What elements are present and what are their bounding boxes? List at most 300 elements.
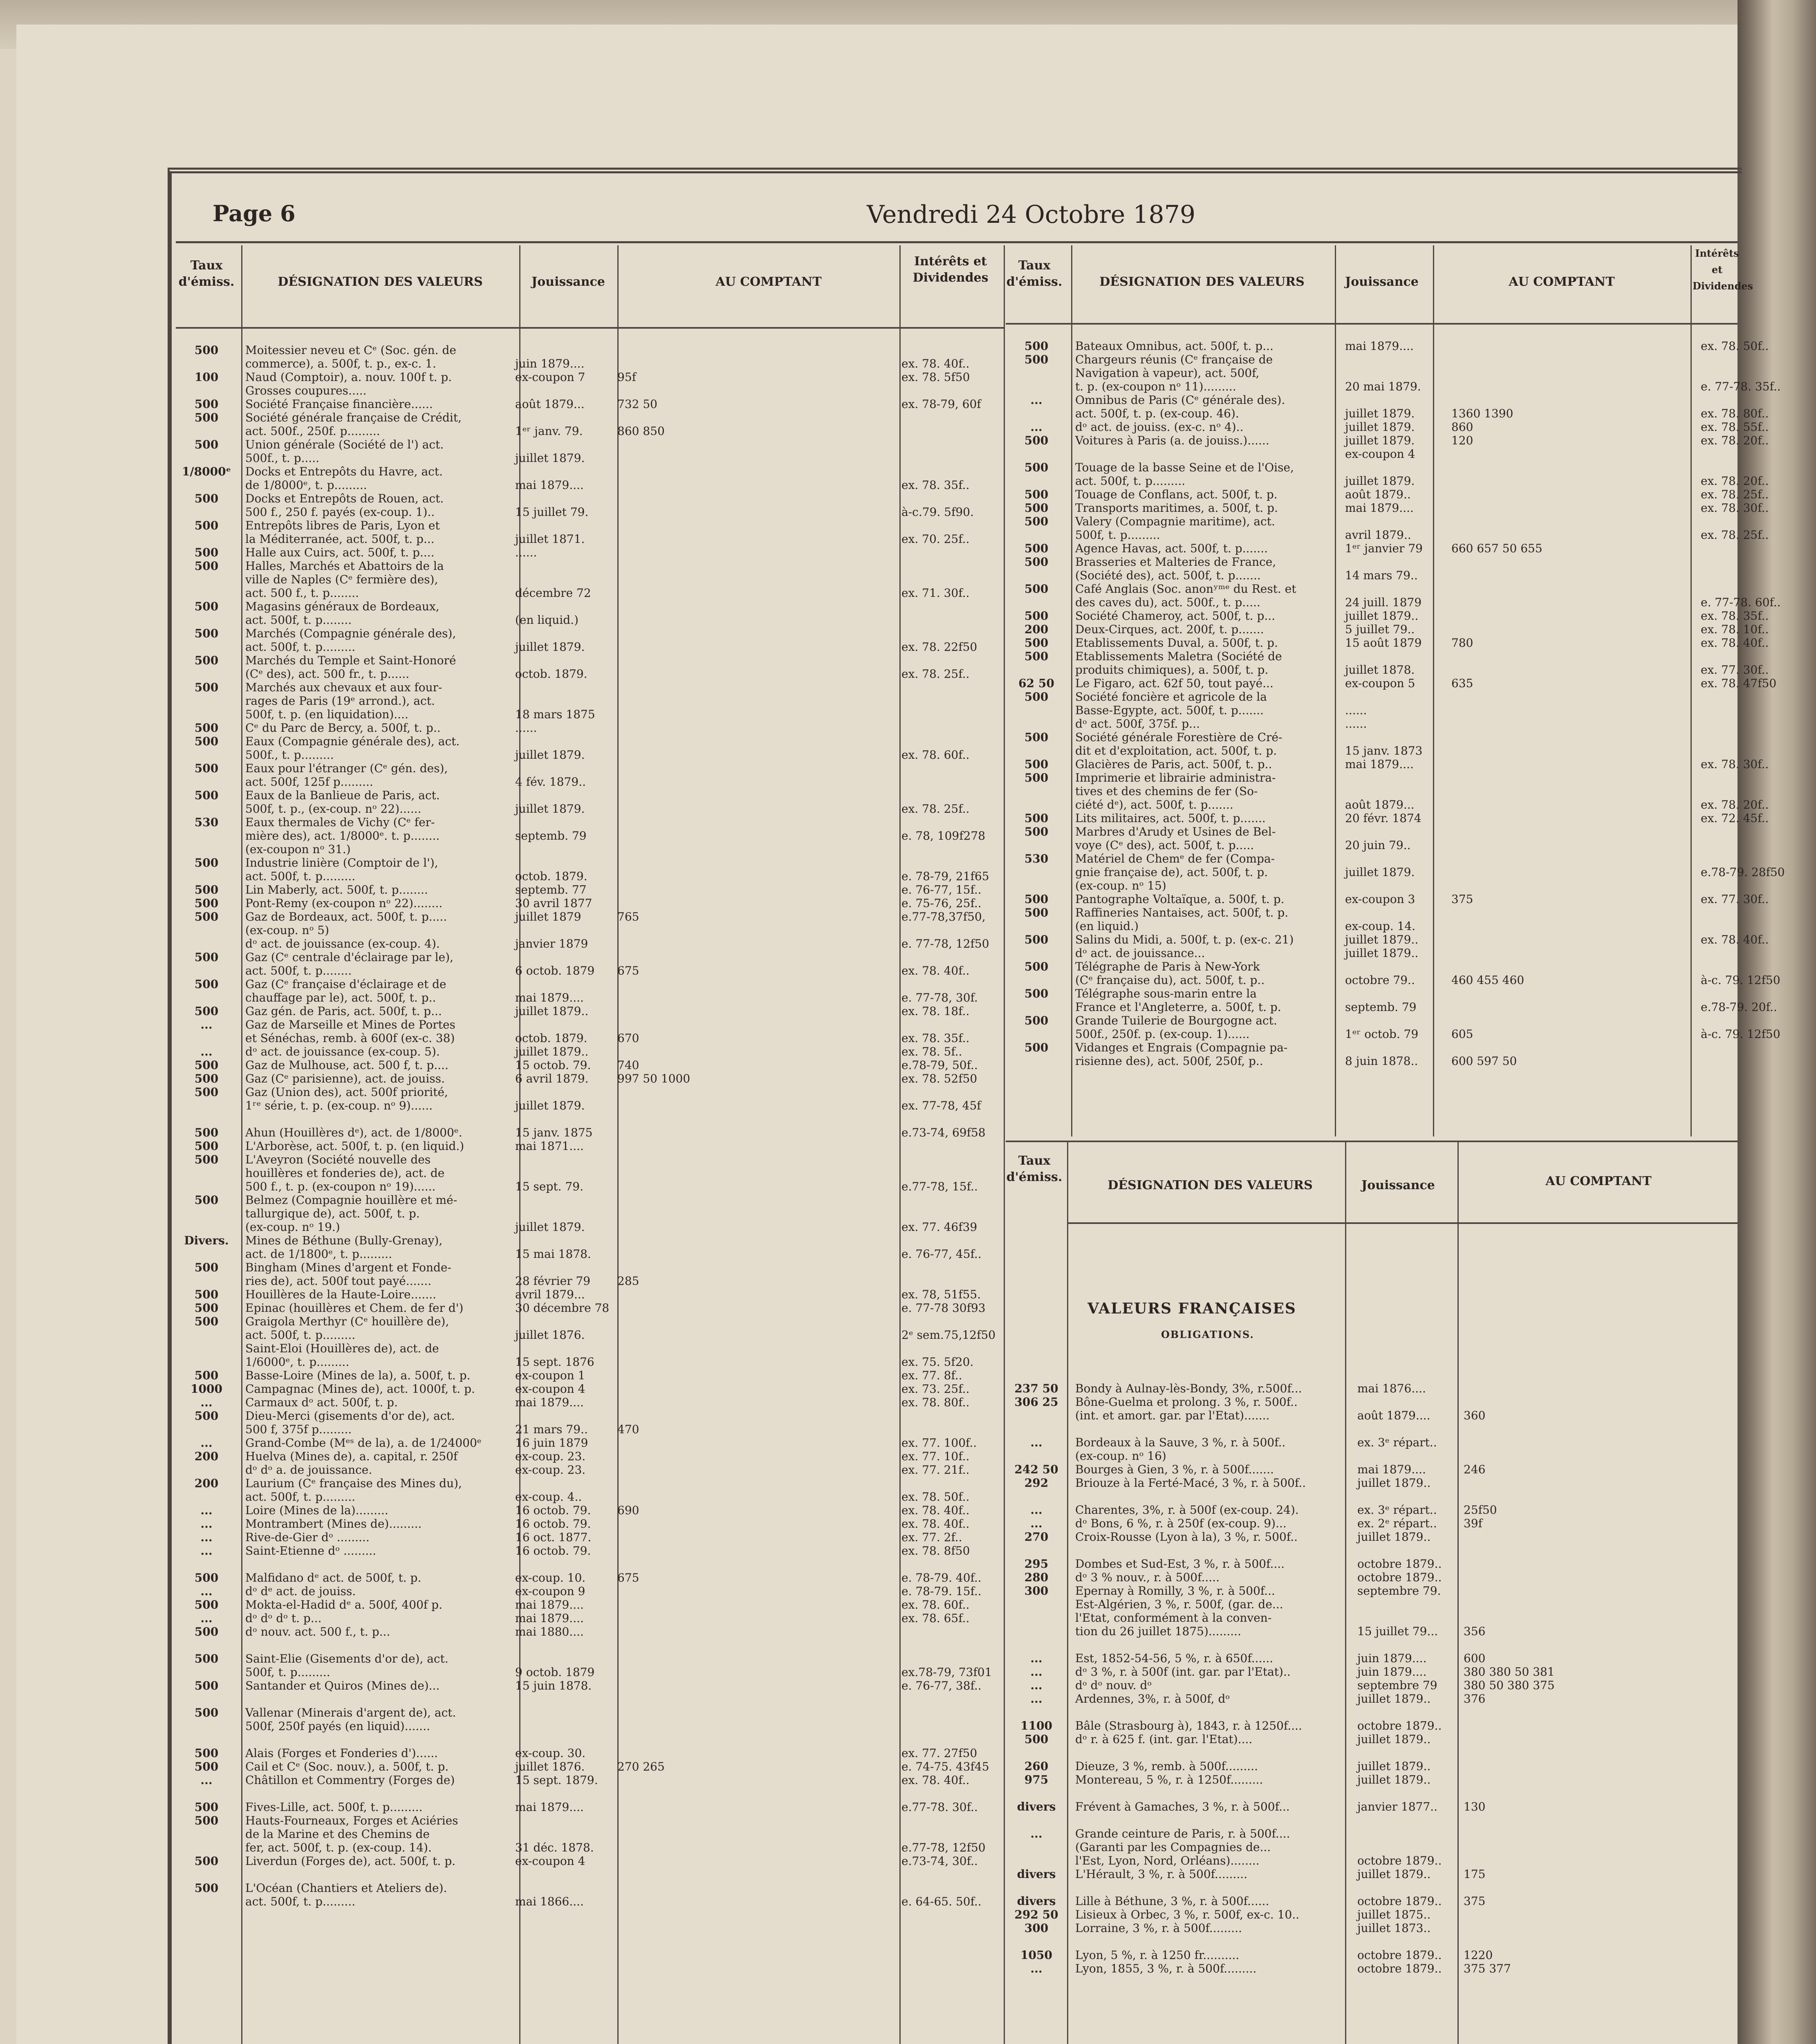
cell-int: ex. 78. 40f.. (901, 1773, 970, 1787)
cell-int: ex. 78. 20f.. (1701, 434, 1769, 447)
cell-des: (ex-coup. nᵒ 19.) (245, 1220, 340, 1234)
cell-des: fer, act. 500f, t. p. (ex-coup. 14). (245, 1841, 432, 1854)
cell-taux: 500 (194, 1315, 219, 1328)
table-row (176, 802, 1002, 816)
cell-des: la Méditerranée, act. 500f, t. p... (245, 532, 435, 546)
cell-taux: 500 (1024, 636, 1049, 650)
table-row (176, 1517, 1002, 1531)
cell-taux: ... (200, 1531, 213, 1544)
cell-taux: 1/8000ᵉ (182, 465, 231, 478)
cell-taux: 500 (1024, 771, 1049, 784)
cell-jou: juin 1879.... (1357, 1652, 1427, 1665)
table-row (1006, 1584, 1733, 1598)
table-row (176, 397, 1002, 411)
cell-taux: 500 (194, 910, 219, 923)
cell-taux: 500 (1024, 906, 1049, 919)
cell-cpt: 375 (1464, 1894, 1486, 1908)
cell-int: e. 77-78, 30f. (901, 991, 978, 1004)
table-row (1006, 744, 1733, 758)
cell-taux: 280 (1024, 1571, 1049, 1584)
cell-des: Est, 1852-54-56, 5 %, r. à 650f...... (1075, 1652, 1273, 1665)
cell-jou: 8 juin 1878.. (1345, 1054, 1418, 1068)
cell-taux: 500 (194, 1652, 219, 1665)
cell-des: (Cᵉ des), act. 500 fr., t. p...... (245, 667, 410, 681)
cell-jou: mai 1880.... (515, 1625, 584, 1638)
cell-des: act. 500f, t. p........ (245, 964, 352, 977)
cell-taux: 500 (194, 1072, 219, 1085)
cell-jou: juillet 1878. (1345, 663, 1415, 677)
cell-taux: 500 (194, 1746, 219, 1760)
cell-int: e.77-78, 15f.. (901, 1180, 978, 1193)
cell-jou: ex-coup. 30. (515, 1746, 586, 1760)
cell-jou: mai 1879.... (1357, 1463, 1426, 1476)
cell-jou: août 1879.. (1345, 488, 1411, 501)
cell-des: Dieu-Merci (gisements d'or de), act. (245, 1409, 455, 1423)
cell-des: l'Etat, conformément à la conven- (1075, 1611, 1272, 1625)
table-row (176, 762, 1002, 775)
cell-cpt: 675 (617, 1571, 639, 1585)
cell-jou: octobre 1879.. (1357, 1557, 1442, 1571)
table-row (176, 1558, 1002, 1571)
header-separator (1067, 1222, 1738, 1224)
table-row (176, 681, 1002, 694)
cell-taux: 500 (194, 1760, 219, 1773)
cell-des: Grande ceinture de Paris, r. à 500f.... (1075, 1827, 1290, 1840)
cell-des: Matériel de Chemᵉ de fer (Compa- (1075, 852, 1275, 865)
table-row (1006, 1422, 1733, 1436)
cell-taux: ... (200, 1045, 213, 1058)
table-row (176, 1827, 1002, 1841)
table-row (176, 1571, 1002, 1585)
table-row (176, 1854, 1002, 1868)
table-row (1006, 1908, 1733, 1921)
cell-des: Gaz (Cᵉ française d'éclairage et de (245, 977, 446, 991)
cell-jou: 16 octob. 79. (515, 1504, 591, 1517)
cell-des: Eaux pour l'étranger (Cᵉ gén. des), (245, 762, 448, 775)
cell-des: Marchés (Compagnie générale des), (245, 627, 456, 640)
cell-jou: 24 juill. 1879 (1345, 596, 1422, 609)
cell-taux: 500 (1024, 1732, 1049, 1746)
cell-taux: ... (200, 1504, 213, 1517)
cell-jou: septembre 79. (1357, 1584, 1441, 1598)
cell-taux: 500 (194, 721, 219, 735)
cell-taux: 270 (1024, 1530, 1049, 1544)
cell-jou: ex-coup. 23. (515, 1450, 586, 1463)
cell-cpt: 600 597 50 (1451, 1054, 1517, 1068)
cell-int: ex. 78. 47f50 (1701, 677, 1777, 690)
cell-int: e.78-79. 28f50 (1701, 865, 1785, 879)
cell-taux: ... (200, 1544, 213, 1558)
cell-int: ex. 78. 8f50 (901, 1544, 970, 1558)
table-row (1006, 339, 1769, 353)
cell-int: à-c.79. 5f90. (901, 505, 974, 519)
cell-int: ex. 78. 22f50 (901, 640, 978, 654)
cell-taux: 500 (1024, 892, 1049, 906)
table-row (176, 586, 1002, 600)
cell-jou: mai 1879.... (515, 1611, 584, 1625)
table-row (176, 1004, 1002, 1018)
cell-des: de la Marine et des Chemins de (245, 1827, 430, 1841)
cell-taux: 500 (194, 1814, 219, 1827)
cell-jou: juin 1879.... (1357, 1665, 1427, 1679)
cell-jou: mai 1879.... (1345, 501, 1414, 515)
cell-jou: ...... (515, 721, 537, 735)
cell-des: dᵒ dᵒ dᵒ t. p... (245, 1611, 322, 1625)
cell-jou: 5 juillet 79.. (1345, 623, 1415, 636)
table-row (1006, 488, 1769, 501)
cell-jou: juillet 1879.. (1357, 1867, 1431, 1881)
table-row (176, 1234, 1002, 1247)
cell-des: (int. et amort. gar. par l'Etat)....... (1075, 1409, 1270, 1422)
cell-des: Naud (Comptoir), a. nouv. 100f t. p. (245, 370, 452, 384)
table-row (176, 1261, 1002, 1274)
cell-jou: juillet 1876. (515, 1760, 585, 1773)
table-row (1006, 1409, 1733, 1422)
cell-des: dᵒ act. de jouissance (ex-coup. 5). (245, 1045, 440, 1058)
table-row (1006, 879, 1733, 892)
cell-jou: avril 1879... (515, 1288, 585, 1301)
cell-jou: septemb. 77 (515, 883, 587, 896)
cell-des: Grande Tuilerie de Bourgogne act. (1075, 1014, 1277, 1027)
table-row (1006, 1679, 1733, 1692)
cell-des: Café Anglais (Soc. anonʸᵐᵉ du Rest. et (1075, 582, 1296, 596)
cell-des: risienne des), act. 500f, 250f, p.. (1075, 1054, 1263, 1068)
cell-des: Hauts-Fourneaux, Forges et Aciéries (245, 1814, 458, 1827)
table-row (176, 1247, 1002, 1261)
cell-jou: octobre 1879.. (1357, 1571, 1442, 1584)
cell-des: Dieuze, 3 %, remb. à 500f......... (1075, 1759, 1258, 1773)
cell-cpt: 860 (1451, 420, 1473, 434)
cell-des: Marchés aux chevaux et aux four- (245, 681, 442, 694)
cell-taux: 500 (194, 627, 219, 640)
cell-des: 500f., 250f. p. (ex-coup. 1)...... (1075, 1027, 1250, 1041)
table-row (176, 1490, 1002, 1504)
cell-des: Industrie linière (Comptoir de l'), (245, 856, 438, 870)
cell-taux: 500 (194, 1409, 219, 1423)
cell-des: 500f, t. p......... (1075, 528, 1160, 542)
cell-int: e.77-78. 30f.. (901, 1800, 978, 1814)
cell-des: 1/6000ᵉ, t. p......... (245, 1355, 350, 1369)
cell-des: Bondy à Aulnay-lès-Bondy, 3%, r.500f... (1075, 1382, 1302, 1395)
table-row (176, 829, 1002, 843)
cell-des: Charentes, 3%, r. à 500f (ex-coup. 24). (1075, 1503, 1299, 1517)
table-row (176, 1638, 1002, 1652)
table-row (176, 896, 1002, 910)
cell-des: l'Est, Lyon, Nord, Orléans)........ (1075, 1854, 1260, 1867)
cell-des: Grand-Combe (Mᵉˢ de la), a. de 1/24000ᵉ (245, 1436, 482, 1450)
table-row (1006, 569, 1733, 582)
table-row (176, 1085, 1002, 1099)
cell-des: Bône-Guelma et prolong. 3 %, r. 500f.. (1075, 1395, 1298, 1409)
cell-cpt: 95f (617, 370, 636, 384)
cell-jou: juillet 1871. (515, 532, 585, 546)
cell-des: act. 500f, t. p......... (245, 870, 356, 883)
cell-taux: 500 (1024, 339, 1049, 353)
cell-des: Société Française financière...... (245, 397, 433, 411)
cell-des: Transports maritimes, a. 500f, t. p. (1075, 501, 1278, 515)
cell-int: ex. 77. 27f50 (901, 1746, 978, 1760)
table-row (176, 1166, 1002, 1180)
cell-des: Vidanges et Engrais (Compagnie pa- (1075, 1041, 1288, 1054)
table-row (176, 748, 1002, 762)
cell-int: ex. 77. 10f.. (901, 1450, 970, 1463)
cell-des: Châtillon et Commentry (Forges de) (245, 1773, 455, 1787)
table-row (1006, 717, 1733, 731)
cell-cpt: 25f50 (1464, 1503, 1497, 1517)
cell-jou: 6 octob. 1879 (515, 964, 595, 977)
cell-taux: 500 (194, 950, 219, 964)
cell-des: Magasins généraux de Bordeaux, (245, 600, 439, 613)
cell-jou: 15 juillet 79... (1357, 1625, 1438, 1638)
cell-des: Glacières de Paris, act. 500f, t. p.. (1075, 758, 1272, 771)
cell-taux: 500 (194, 1126, 219, 1139)
cell-des: Cail et Cᵉ (Soc. nouv.), a. 500f, t. p. (245, 1760, 449, 1773)
table-row (176, 559, 1002, 573)
table-row (1006, 811, 1769, 825)
cell-des: Epinac (houillères et Chem. de fer d') (245, 1301, 464, 1315)
cell-jou: mai 1879.... (1345, 339, 1414, 353)
cell-des: Voitures à Paris (a. de jouiss.)...... (1075, 434, 1269, 447)
cell-taux: 500 (1024, 758, 1049, 771)
cell-jou: juillet 1879. (515, 748, 585, 762)
cell-taux: ... (200, 1773, 213, 1787)
cell-jou: octob. 1879. (515, 667, 587, 681)
cell-des: act. 500f, t. p......... (1075, 474, 1186, 488)
cell-cpt: 600 (1464, 1652, 1486, 1665)
table-row (176, 1423, 1002, 1436)
table-row (1006, 650, 1733, 663)
table-row (1006, 1665, 1733, 1679)
table-row (176, 1463, 1002, 1477)
table-row (1006, 838, 1733, 852)
cell-taux: ... (200, 1585, 213, 1598)
cell-cpt: 120 (1451, 434, 1473, 447)
cell-des: Pont-Remy (ex-coupon nᵒ 22)........ (245, 896, 443, 910)
table-row (1006, 1436, 1733, 1449)
cell-jou: 20 mai 1879. (1345, 380, 1421, 393)
cell-taux: 300 (1024, 1921, 1049, 1935)
cell-jou: 20 juin 79.. (1345, 838, 1411, 852)
table-row (1006, 461, 1733, 474)
cell-des: (Cᵉ française du), act. 500f, t. p.. (1075, 973, 1265, 987)
cell-taux: ... (1030, 420, 1043, 434)
cell-jou: 15 juin 1878. (515, 1679, 592, 1692)
table-row (176, 1868, 1002, 1881)
cell-des: Basse-Loire (Mines de la), a. 500f, t. p. (245, 1369, 471, 1382)
cell-jou: juillet 1873.. (1357, 1921, 1431, 1935)
cell-cpt: 285 (617, 1274, 639, 1288)
cell-des: Raffineries Nantaises, act. 500f, t. p. (1075, 906, 1289, 919)
cell-jou: octobre 79.. (1345, 973, 1415, 987)
cell-int: ex. 78. 35f.. (901, 478, 970, 492)
cell-taux: 500 (194, 681, 219, 694)
cell-taux: 260 (1024, 1759, 1049, 1773)
table-row (176, 923, 1002, 937)
cell-des: Etablissements Duval, a. 500f, t. p. (1075, 636, 1278, 650)
cell-int: ex. 78. 25f.. (901, 802, 970, 816)
cell-taux: ... (1030, 1436, 1043, 1449)
cell-jou: juillet 1879.. (1345, 946, 1419, 960)
cell-des: Epernay à Romilly, 3 %, r. à 500f... (1075, 1584, 1275, 1598)
cell-jou: ex. 3ᵉ répart.. (1357, 1436, 1437, 1449)
cell-jou: 14 mars 79.. (1345, 569, 1418, 582)
cell-des: Ahun (Houillères dᵉ), act. de 1/8000ᵉ. (245, 1126, 462, 1139)
cell-taux: 62 50 (1018, 677, 1054, 690)
table-row (176, 600, 1002, 613)
cell-int: ex. 78. 40f.. (901, 964, 970, 977)
cell-int: ex. 78. 40f.. (901, 1517, 970, 1531)
cell-des: Huelva (Mines de), a. capital, r. 250f (245, 1450, 458, 1463)
cell-taux: 500 (194, 789, 219, 802)
cell-taux: ... (200, 1517, 213, 1531)
col-header-comptant: AU COMPTANT (1545, 1174, 1652, 1188)
table-row (176, 1746, 1002, 1760)
cell-int: e. 76-77, 45f.. (901, 1247, 982, 1261)
table-row (1006, 1054, 1733, 1068)
table-row (176, 384, 1002, 397)
cell-taux: ... (200, 1611, 213, 1625)
table-row (1006, 1517, 1733, 1530)
cell-jou: 1ᵉʳ janvier 79 (1345, 542, 1423, 555)
cell-taux: 500 (194, 1193, 219, 1207)
left-rows (176, 343, 1002, 1908)
cell-int: ex. 78. 18f.. (901, 1004, 970, 1018)
cell-des: Montrambert (Mines de)......... (245, 1517, 422, 1531)
cell-int: e. 78-79. 40f.. (901, 1571, 982, 1585)
table-row (1006, 1476, 1733, 1490)
cell-des: Eaux thermales de Vichy (Cᵉ fer- (245, 816, 435, 829)
cell-cpt: 780 (1451, 636, 1473, 650)
table-row (176, 1274, 1002, 1288)
cell-des: Imprimerie et librairie administra- (1075, 771, 1276, 784)
cell-taux: 1100 (1020, 1719, 1052, 1732)
cell-des: 500 f., 250 f. payés (ex-coup. 1).. (245, 505, 435, 519)
cell-cpt: 360 (1464, 1409, 1486, 1422)
table-row (1006, 1948, 1733, 1962)
cell-des: Gaz de Bordeaux, act. 500f, t. p..... (245, 910, 447, 923)
cell-taux: 500 (194, 600, 219, 613)
cell-jou: juillet 1879. (515, 1099, 585, 1112)
cell-cpt: 375 377 (1464, 1962, 1511, 1975)
cell-jou: 15 janv. 1875 (515, 1126, 593, 1139)
table-row (1006, 501, 1769, 515)
table-row (176, 1045, 1002, 1058)
cell-jou: octobre 1879.. (1357, 1719, 1442, 1732)
table-row (176, 870, 1002, 883)
table-row (1006, 1027, 1780, 1041)
table-row (176, 1342, 1002, 1355)
cell-int: ex. 78. 20f.. (1701, 798, 1769, 811)
table-row (176, 1773, 1002, 1787)
table-row (176, 1841, 1002, 1854)
cell-des: (ex-coup. nᵒ 16) (1075, 1449, 1166, 1463)
cell-des: Alais (Forges et Fonderies d')...... (245, 1746, 438, 1760)
cell-jou: mai 1879.... (515, 991, 584, 1004)
cell-des: Halle aux Cuirs, act. 500f, t. p.... (245, 546, 435, 559)
cell-cpt: 130 (1464, 1800, 1486, 1813)
table-row (176, 1126, 1002, 1139)
col-header-jouissance: Jouissance (1345, 275, 1419, 289)
cell-des: 500f, t. p., (ex-coup. nᵒ 22)...... (245, 802, 421, 816)
table-row (1006, 1935, 1733, 1948)
table-row (1006, 771, 1733, 784)
cell-taux: ... (1030, 1503, 1043, 1517)
table-row (1006, 865, 1785, 879)
cell-des: de 1/8000ᵉ, t. p......... (245, 478, 367, 492)
cell-des: act. 500f, t. p......... (245, 640, 356, 654)
cell-jou: ex-coupon 9 (515, 1585, 585, 1598)
cell-jou: 1ᵉʳ octob. 79 (1345, 1027, 1419, 1041)
table-row (1006, 946, 1733, 960)
cell-des: dᵒ nouv. act. 500 f., t. p... (245, 1625, 390, 1638)
cell-taux: 500 (1024, 650, 1049, 663)
table-row (176, 1477, 1002, 1490)
section-subtitle: OBLIGATIONS. (1161, 1329, 1254, 1340)
cell-taux: 500 (1024, 811, 1049, 825)
table-row (176, 1031, 1002, 1045)
cell-des: act. 500f, t. p. (ex-coup. 46). (1075, 407, 1239, 420)
cell-int: ex. 77. 2f.. (901, 1531, 962, 1544)
cell-des: dᵒ 3 % nouv., r. à 500f..... (1075, 1571, 1220, 1584)
cell-des: Eaux de la Banlieue de Paris, act. (245, 789, 440, 802)
cell-des: Briouze à la Ferté-Macé, 3 %, r. à 500f.. (1075, 1476, 1306, 1490)
cell-jou: janvier 1877.. (1357, 1800, 1438, 1813)
cell-jou: juillet 1879.. (1345, 933, 1419, 946)
cell-des: L'Arborèse, act. 500f, t. p. (en liquid.) (245, 1139, 464, 1153)
table-row (1006, 1544, 1733, 1557)
section-rule (1006, 1141, 1738, 1142)
table-row (1006, 1759, 1733, 1773)
table-row (1006, 474, 1769, 488)
table-row (1006, 960, 1733, 973)
cell-jou: septemb. 79 (1345, 1000, 1417, 1014)
table-row (176, 1800, 1002, 1814)
cell-jou: 9 octob. 1879 (515, 1665, 595, 1679)
cell-des: Malfidano dᵉ act. de 500f, t. p. (245, 1571, 421, 1585)
table-row (176, 1719, 1002, 1733)
table-row (176, 1706, 1002, 1719)
cell-jou: juillet 1879.. (1357, 1732, 1431, 1746)
header-separator (1006, 323, 1738, 325)
col-header-designation: DÉSIGNATION DES VALEURS (278, 275, 483, 289)
cell-des: Docks et Entrepôts du Havre, act. (245, 465, 443, 478)
cell-des: Société générale Forestière de Cré- (1075, 731, 1282, 744)
cell-des: 500f., t. p..... (245, 451, 319, 465)
cell-jou: juillet 1876. (515, 1328, 585, 1342)
table-row (1006, 1921, 1733, 1935)
table-row (176, 640, 1002, 654)
cell-taux: divers (1017, 1894, 1056, 1908)
cell-des: tallurgique de), act. 500f, t. p. (245, 1207, 420, 1220)
cell-des: (ex-coupon nᵒ 31.) (245, 843, 351, 856)
table-row (176, 1328, 1002, 1342)
cell-int: ex. 78. 55f.. (1701, 420, 1769, 434)
cell-cpt: 860 850 (617, 424, 665, 438)
table-row (1006, 447, 1733, 461)
cell-jou: juillet 1879. (515, 1220, 585, 1234)
table-row (1006, 1719, 1733, 1732)
cell-jou: juillet 1879.. (1357, 1530, 1431, 1544)
cell-des: act. 500f, t. p......... (245, 1328, 356, 1342)
cell-des: Grosses coupures..... (245, 384, 367, 397)
cell-jou: août 1879.... (1357, 1409, 1430, 1422)
cell-jou: juillet 1879. (1345, 420, 1415, 434)
table-row (176, 1301, 1002, 1315)
cell-taux: 500 (194, 856, 219, 870)
table-row (176, 991, 1002, 1004)
cell-jou: mai 1879.... (515, 1396, 584, 1409)
cell-taux: 500 (1024, 542, 1049, 555)
